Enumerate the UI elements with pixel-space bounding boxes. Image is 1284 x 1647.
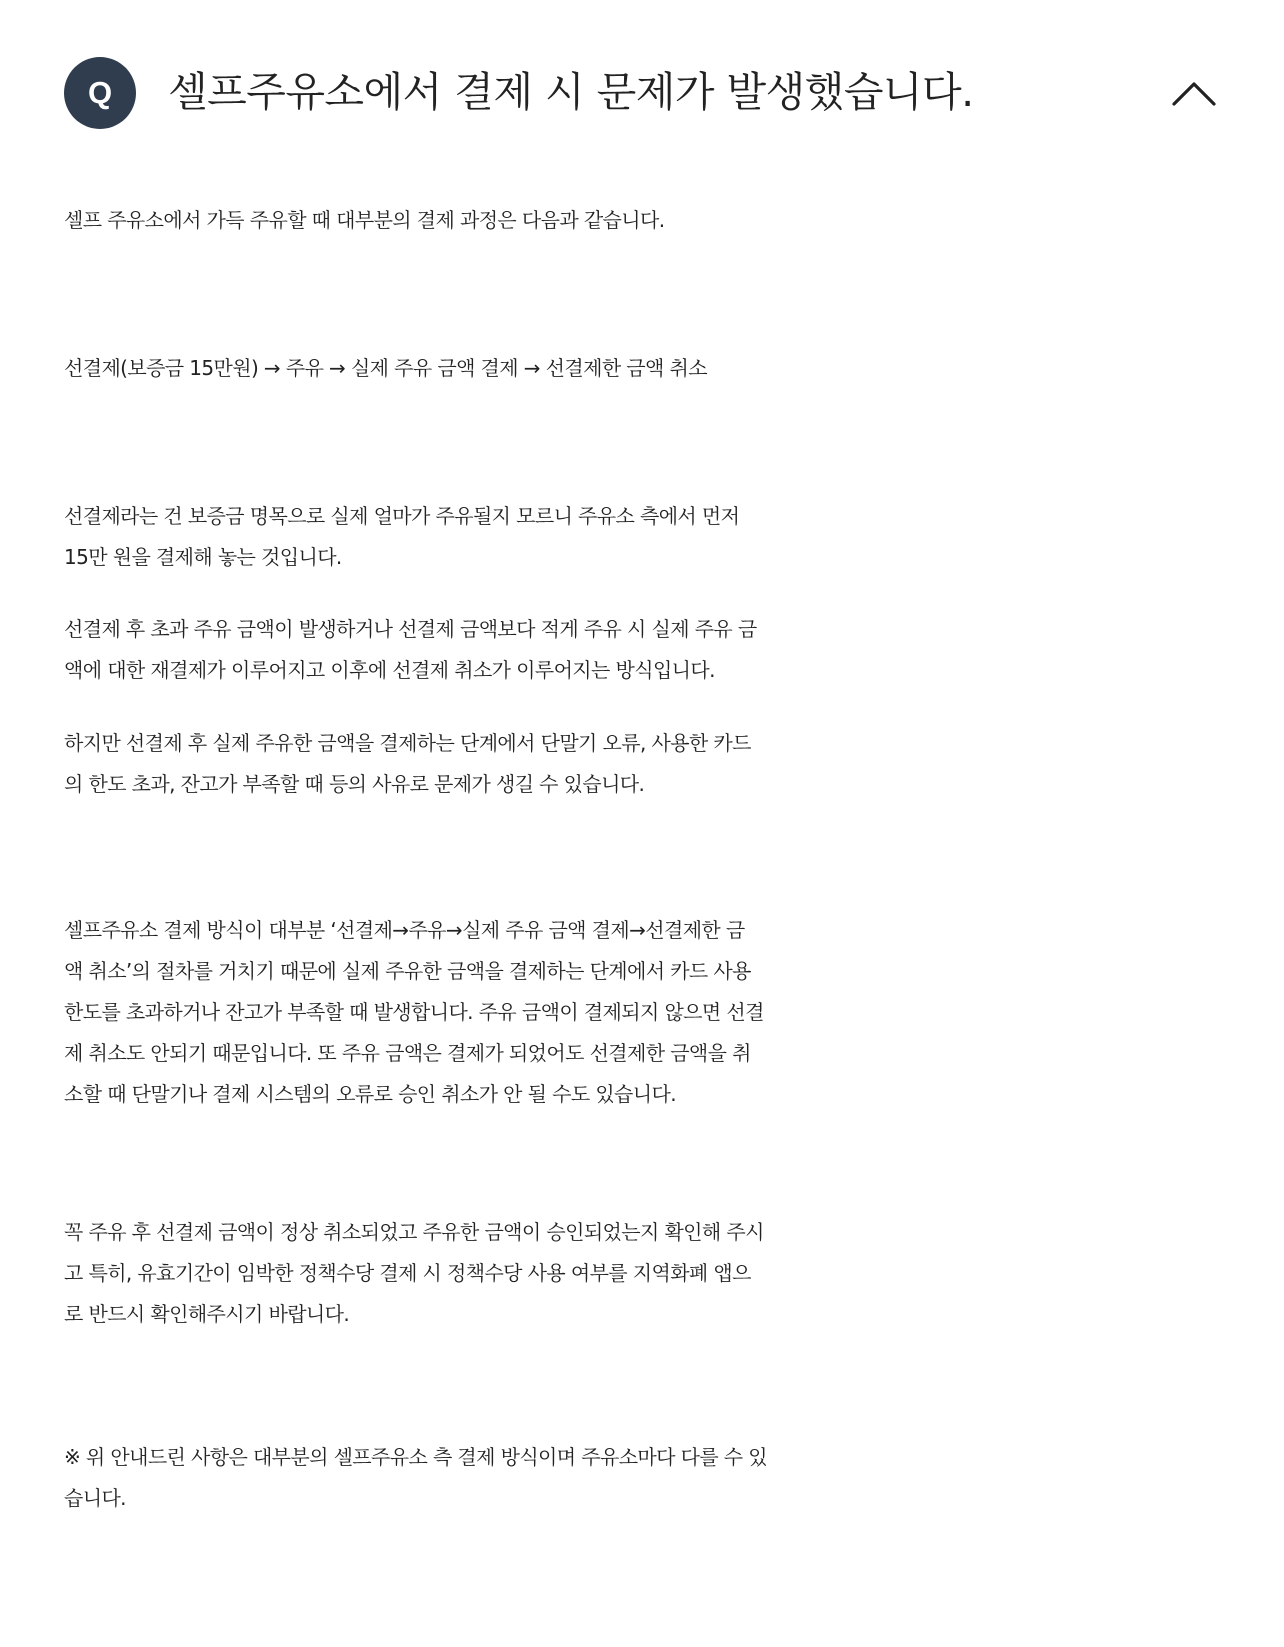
paragraph-line: 고 특히, 유효기간이 임박한 정책수당 결제 시 정책수당 사용 여부를 지역화폐 앱으	[64, 1261, 751, 1285]
paragraph-line: 선결제라는 건 보증금 명목으로 실제 얼마가 주유될지 모르니 주유소 측에서 먼저	[64, 504, 740, 528]
paragraph-line: 액 취소’의 절차를 거치기 때문에 실제 주유한 금액을 결제하는 단계에서 카드 사용	[64, 959, 751, 983]
paragraph-line: 선결제 후 초과 주유 금액이 발생하거나 선결제 금액보다 적게 주유 시 실제 주유 금	[64, 617, 757, 641]
note-line: ※ 위 안내드린 사항은 대부분의 셀프주유소 측 결제 방식이며 주유소마다 다를 수 있	[64, 1445, 768, 1469]
paragraph-line: 셀프주유소 결제 방식이 대부분 ‘선결제→주유→실제 주유 금액 결제→선결제한 금	[64, 918, 745, 942]
faq-question-header[interactable]	[0, 0, 1284, 185]
note-line: 습니다.	[64, 1486, 126, 1510]
paragraph-line: 제 취소도 안되기 때문입니다. 또 주유 금액은 결제가 되었어도 선결제한 금액을 취	[64, 1041, 751, 1065]
paragraph-line: 하지만 선결제 후 실제 주유한 금액을 결제하는 단계에서 단말기 오류, 사용한 카드	[64, 731, 751, 755]
answer-note	[64, 1437, 1229, 1519]
question-title[interactable]: 셀프주유소에서 결제 시 문제가 발생했습니다.	[168, 68, 974, 116]
answer-paragraph-2	[64, 609, 1229, 691]
answer-intro-text: 셀프 주유소에서 가득 주유할 때 대부분의 결제 과정은 다음과 같습니다.	[64, 208, 665, 232]
collapse-toggle-button[interactable]	[1168, 66, 1220, 118]
paragraph-line: 소할 때 단말기나 결제 시스템의 오류로 승인 취소가 안 될 수도 있습니다.	[64, 1082, 676, 1106]
paragraph-line: 15만 원을 결제해 놓는 것입니다.	[64, 545, 342, 569]
paragraph-line: 로 반드시 확인해주시기 바랍니다.	[64, 1302, 350, 1326]
paragraph-line: 한도를 초과하거나 잔고가 부족할 때 발생합니다. 주유 금액이 결제되지 않으면 선결	[64, 1000, 764, 1024]
answer-paragraph-4	[64, 910, 1229, 1115]
paragraph-line: 꼭 주유 후 선결제 금액이 정상 취소되었고 주유한 금액이 승인되었는지 확인해 주시	[64, 1220, 764, 1244]
paragraph-line: 액에 대한 재결제가 이루어지고 이후에 선결제 취소가 이루어지는 방식입니다.	[64, 658, 715, 682]
answer-intro	[64, 200, 1229, 241]
answer-paragraph-1	[64, 496, 1229, 578]
question-badge: Q	[64, 57, 136, 129]
chevron-up-icon	[1168, 66, 1220, 118]
answer-paragraph-5	[64, 1212, 1229, 1335]
paragraph-line: 의 한도 초과, 잔고가 부족할 때 등의 사유로 문제가 생길 수 있습니다.	[64, 772, 645, 796]
answer-process-text: 선결제(보증금 15만원) → 주유 → 실제 주유 금액 결제 → 선결제한 금액 취소	[64, 356, 707, 380]
answer-paragraph-3	[64, 723, 1229, 805]
answer-process	[64, 348, 1229, 389]
